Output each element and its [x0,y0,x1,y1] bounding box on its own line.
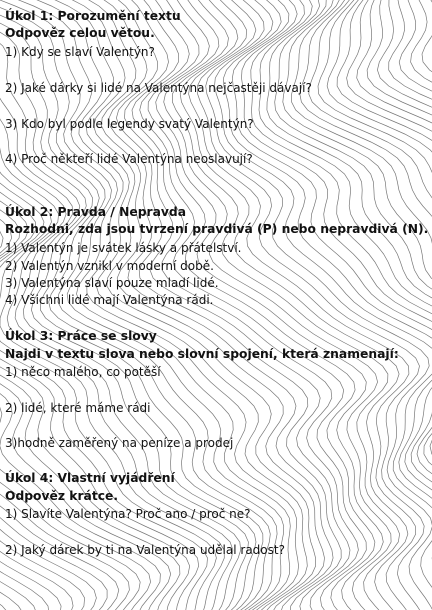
task1-question: 3) Kdo byl podle legendy svatý Valentýn? [5,117,254,131]
task2-statement: 1) Valentýn je svátek lásky a přátelství. [5,241,242,255]
task3-item: 1) něco malého, co potěší [5,365,161,379]
task3-item: 3)hodně zaměřený na peníze a prodej [5,436,234,450]
wavy-line [337,0,432,610]
wavy-line [300,0,432,610]
task4-question: 2) Jaký dárek by ti na Valentýna udělal radost? [5,543,285,557]
task1-title: Úkol 1: Porozumění textu [5,9,181,23]
task4-question: 1) Slavíte Valentýna? Proč ano / proč ne? [5,507,251,521]
task4-title: Úkol 4: Vlastní vyjádření [5,471,175,485]
task2-instruction: Rozhodni, zda jsou tvrzení pravdivá (P) nebo nepravdivá (N). [5,222,429,236]
task3-title: Úkol 3: Práce se slovy [5,329,157,343]
task2-statement: 2) Valentýn vznikl v moderní době. [5,259,214,273]
task2-statement: 4) Všichni lidé mají Valentýna rádi. [5,293,214,307]
task3-instruction: Najdi v textu slova nebo slovní spojení, která znamenají: [5,347,399,361]
task4-instruction: Odpověz krátce. [5,489,119,503]
task3-item: 2) lidé, které máme rádi [5,401,151,415]
task1-question: 1) Kdy se slaví Valentýn? [5,45,155,59]
task2-title: Úkol 2: Pravda / Nepravda [5,205,186,219]
task2-statement: 3) Valentýna slaví pouze mladí lidé. [5,276,219,290]
wavy-line [411,0,432,610]
task1-question: 4) Proč někteří lidé Valentýna neoslavují? [5,152,253,166]
task1-question: 2) Jaké dárky si lidé na Valentýna nejčastěji dávají? [5,81,312,95]
task1-instruction: Odpověz celou větou. [5,26,155,40]
